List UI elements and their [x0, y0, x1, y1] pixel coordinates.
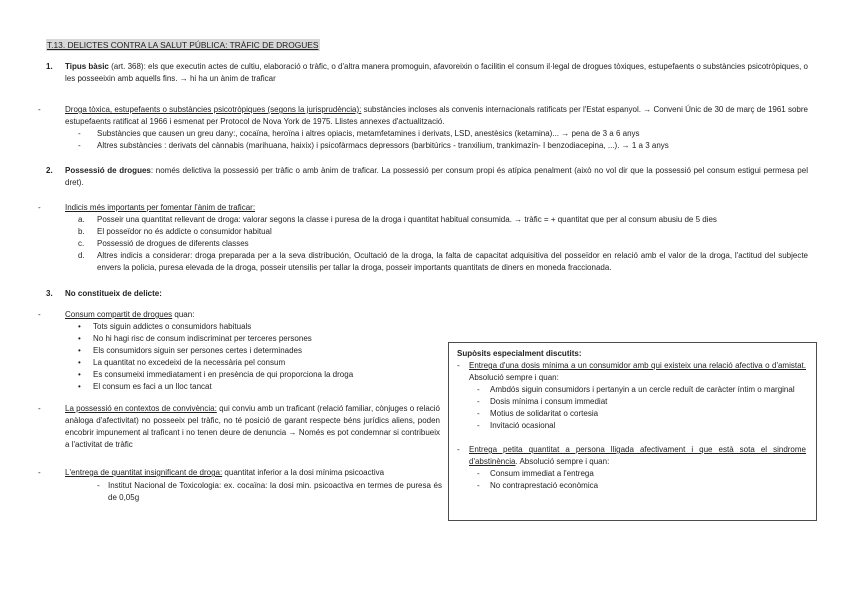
sub-bullet-altres-substancies [78, 140, 808, 152]
bullet-indicis [38, 202, 808, 214]
dash-bullet: - [38, 203, 41, 212]
indicis-item-a [78, 214, 808, 226]
droga-text: Droga tòxica, estupefaents o substàncies psicotròpiques (segons la jurisprudència): substàncies incloses als convenis internacionals ratificats per l'Estat espanyol. → Conveni Únic de 30 de març de 1961 sobre estupefaents ratificat al 1966 i esmenat per Protocol de Nova York de 1975. Llistes annexes d'actualització. [65, 105, 808, 126]
section-1-text: Tipus bàsic (art. 368): els que executin actes de cultiu, elaboració o tràfic, o d'altra manera promoguin, afavoreixin o facilitin el consum il·legal de drogues tòxiques, estupefaents o substàncies psicotròpiques, o les posseeixin amb aquells fins. → hi ha un ànim de traficar [65, 62, 808, 83]
letter-marker: b. [78, 227, 85, 236]
indicis-item-text: Posseir una quantitat rellevant de droga: valorar segons la classe i puresa de la droga i quantitat habitual consumida. → tràfic = + quantitat que per al consum abusiu de 5 dies [97, 215, 717, 224]
indicis-item-b [78, 226, 808, 238]
indicis-heading: Indicis més importants per fomentar l'ànim de traficar: [65, 203, 256, 212]
dash-bullet: - [477, 409, 480, 418]
possessio-text: La possessió en contextos de convivència: qui conviu amb un traficant (relació familiar, cònjuges o relació anàloga d'afectivitat) no posseeix pel tràfic, no té posició de garant respecte béns jurídics aliens, poden encobrir impunement al traficant i no tenen deure de denuncia → Només es pot condemnar si contribueix a l'activitat de tràfic [65, 404, 440, 449]
section-2-text: Possessió de drogues: només delictiva la possessió per tràfic o amb ànim de traficar. La possessió per consum propi és atípica penalment (això no vol dir que la possessió pel consum estigui permesa pel dret). [65, 166, 808, 187]
dot-bullet: • [78, 322, 81, 331]
list-number: 3. [46, 289, 53, 298]
dash-bullet: - [38, 105, 41, 114]
dash-bullet: - [477, 421, 480, 430]
dash-bullet: - [38, 468, 41, 477]
letter-marker: c. [78, 239, 85, 248]
dash-bullet: - [477, 481, 480, 490]
consum-heading: Consum compartit de drogues quan: [65, 310, 195, 319]
bullet-consum-compartit [38, 309, 448, 321]
sub-bullet-text: Altres substàncies : derivats del cànnabis (marihuana, haixix) i psicofàrmacs depressors (barbitúrics - tranxilium, trankimazín- I benzodiacepina, ...). → 1 a 3 anys [97, 141, 669, 150]
indicis-item-d [78, 250, 808, 274]
sub-bullet-text: Substàncies que causen un greu dany:, cocaïna, heroïna i altres opiacis, metamfetamines i derivats, LSD, anestèsics (ketamina)... → pena de 3 a 6 anys [97, 129, 640, 138]
dash-bullet: - [477, 397, 480, 406]
dash-bullet: - [97, 481, 100, 490]
bullet-possessio-convivencia [38, 403, 440, 451]
indicis-list [78, 214, 808, 274]
consum-item: • El consum es faci a un lloc tancat [78, 382, 212, 391]
consum-item: • No hi hagi risc de consum indiscriminat per terceres persones [78, 334, 312, 343]
box-bullet-text: Entrega d'una dosis mínima a un consumidor amb qui existeix una relació afectiva o d'amistat. Absolució sempre i quan: [469, 361, 806, 382]
box-condition: - Ambdós siguin consumidors i pertanyin a un cercle reduït de caràcter íntim o marginal [477, 385, 795, 394]
consum-item: • Es consumeixi immediatament i en presència de qui proporciona la droga [78, 370, 354, 379]
indicis-item-text: Altres indicis a considerar: droga preparada per a la seva distribución, Ocultació de la droga, la falta de capacitat adquisitiva del posseïdor en relació amb el valor de la droga, l'actitud del subjecte envers la policia, puresa elevada de la droga, posseir utensilis per tallar la droga, posseir importants quantitats de diners en moneda fraccionada. [97, 251, 808, 272]
dash-bullet: - [78, 129, 81, 138]
sub-bullet-greu-dany [78, 128, 808, 140]
section-3-heading: No constitueix de delicte: [65, 289, 162, 298]
box-bullet-text: Entrega petita quantitat a persona lligada afectivament i que està sota el sindrome d'abstinència. Absolució sempre i quan: [469, 445, 806, 466]
sub-bullet-institut-toxicologia: - Institut Nacional de Toxicologia: ex. cocaïna: la dosi min. psicoactiva en termes de puresa és de 0,05g [97, 481, 442, 502]
box-condition: - No contraprestació econòmica [477, 481, 599, 490]
dash-bullet: - [78, 141, 81, 150]
page-title [46, 39, 320, 51]
dash-bullet: - [477, 385, 480, 394]
indicis-item-c [78, 238, 808, 250]
bullet-entrega-insignificant [38, 467, 442, 479]
dash-bullet: - [38, 310, 41, 319]
box-condition: - Dosis mínima i consum immediat [477, 397, 608, 406]
indicis-item-text: Possessió de drogues de diferents classes [97, 239, 249, 248]
section-3-no-delicte [46, 288, 446, 300]
entrega-text: L'entrega de quantitat insignificant de droga: quantitat inferior a la dosi mínima psicoactiva [65, 468, 385, 477]
consum-item: • Tots siguin addictes o consumidors habituals [78, 322, 252, 331]
list-number: 1. [46, 62, 53, 71]
dot-bullet: • [78, 370, 81, 379]
consum-item: • La quantitat no excedeixi de la necessària pel consum [78, 358, 286, 367]
letter-marker: a. [78, 215, 85, 224]
box-bullet-entrega-petita [457, 444, 806, 468]
box-condition: - Consum immediat a l'entrega [477, 469, 594, 478]
box-condition: - Invitació ocasional [477, 421, 556, 430]
page-title-highlight: T.13. DELICTES CONTRA LA SALUT PÚBLICA: TRÀFIC DE DROGUES [47, 40, 319, 50]
section-1-tipus-basic [46, 61, 808, 85]
supposits-box [448, 342, 817, 521]
list-number: 2. [46, 166, 53, 175]
consum-list [78, 321, 450, 393]
consum-item: • Els consumidors siguin ser persones certes i determinades [78, 346, 302, 355]
dot-bullet: • [78, 346, 81, 355]
bullet-droga-toxica [38, 104, 808, 128]
dash-bullet: - [38, 404, 41, 413]
dash-bullet: - [457, 361, 460, 370]
dot-bullet: • [78, 358, 81, 367]
box-condition: - Motius de solidaritat o cortesia [477, 409, 599, 418]
section-2-possessio [46, 165, 808, 189]
dot-bullet: • [78, 382, 81, 391]
indicis-item-text: El posseïdor no és addicte o consumidor habitual [97, 227, 272, 236]
dash-bullet: - [477, 469, 480, 478]
supposits-box-title: Supòsits especialment discutits: [457, 349, 582, 358]
dash-bullet: - [457, 445, 460, 454]
dot-bullet: • [78, 334, 81, 343]
letter-marker: d. [78, 251, 85, 260]
box-bullet-entrega-dosis-minima [457, 360, 806, 384]
